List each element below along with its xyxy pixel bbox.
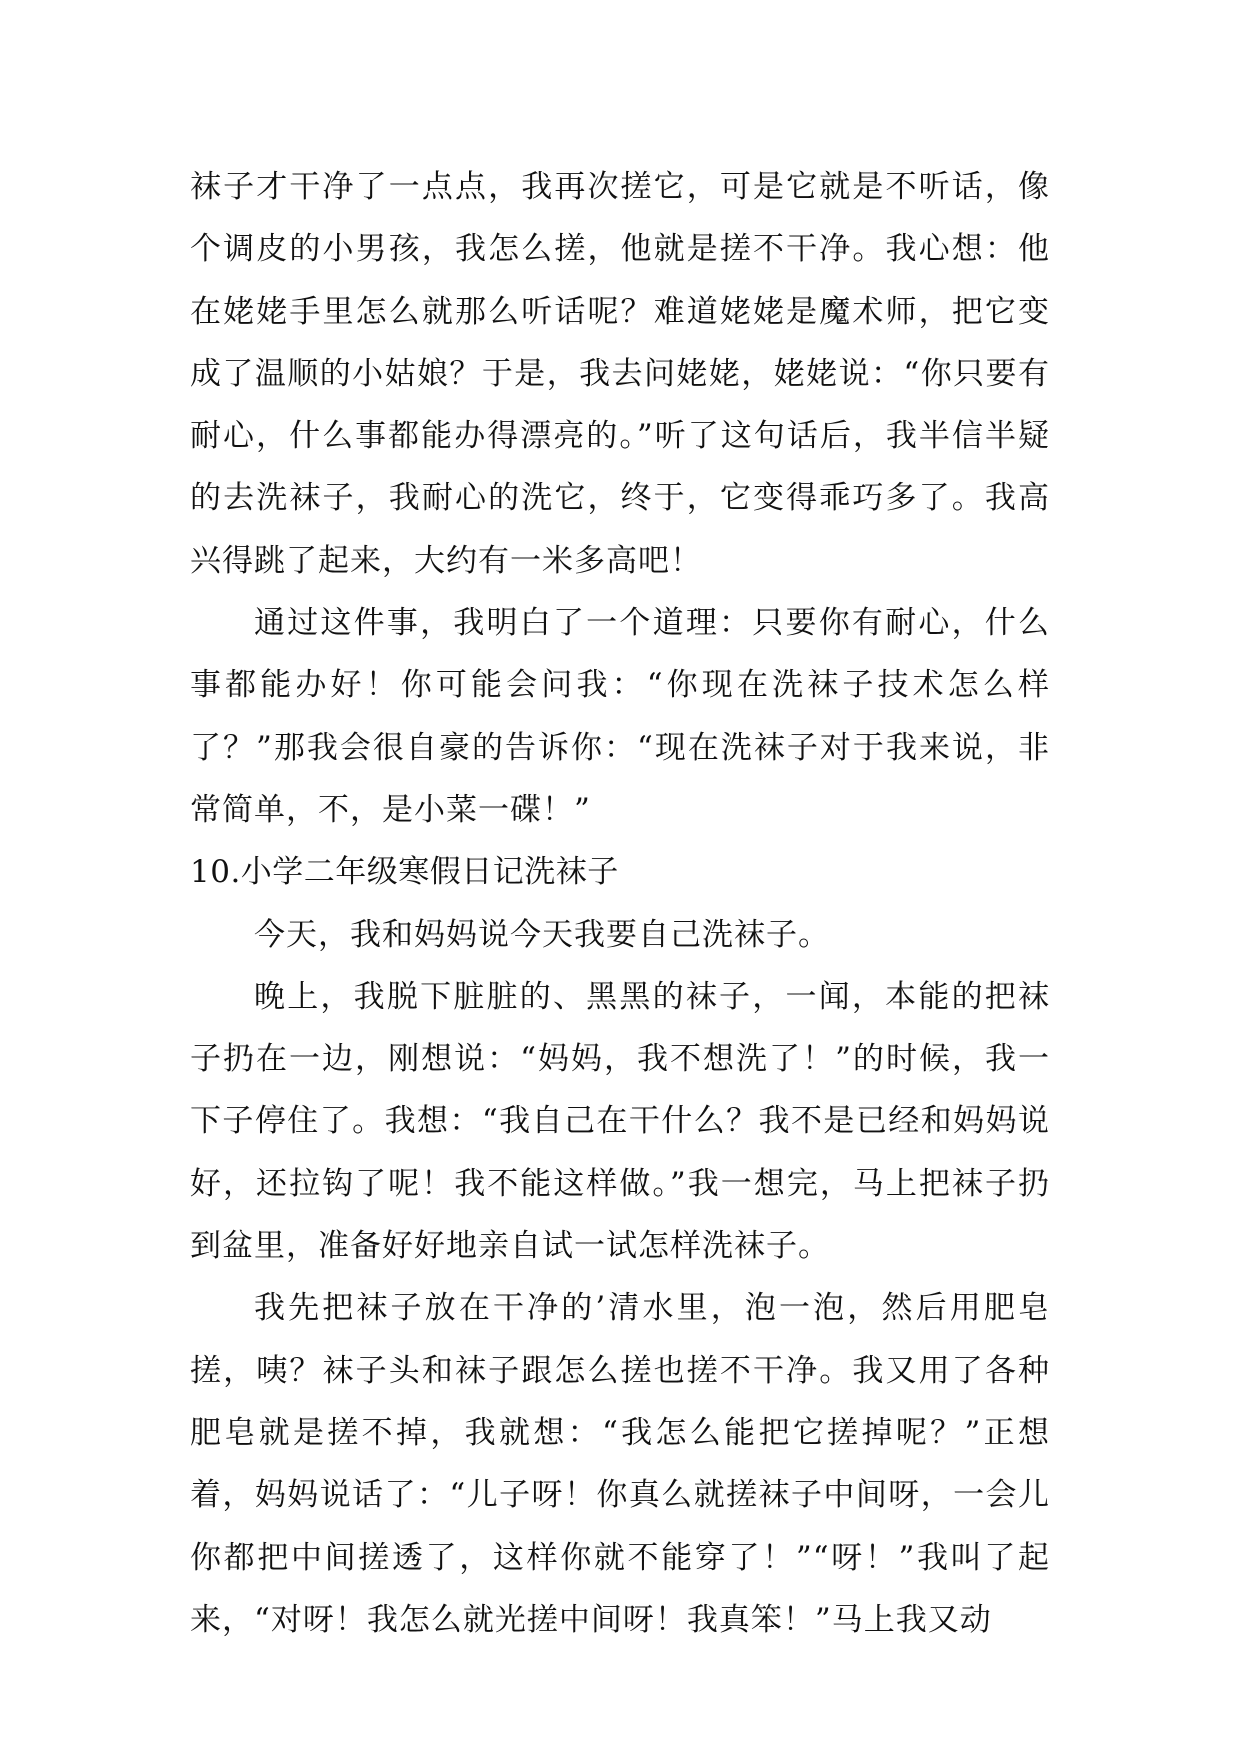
paragraph-washing: 我先把袜子放在干净的’清水里，泡一泡，然后用肥皂搓，咦？袜子头和袜子跟怎么搓也搓不干净。我又用了各种肥皂就是搓不掉，我就想：“我怎么能把它搓掉呢？”正想着，妈妈说话了：“儿子呀！你真么就搓袜子中间呀，一会儿你都把中间搓透了，这样你就不能穿了！”“呀！”我叫了起来，“对呀！我怎么就光搓中间呀！我真笨！”马上我又动	[190, 1290, 1050, 1638]
paragraph-today: 今天，我和妈妈说今天我要自己洗袜子。	[254, 916, 830, 953]
section-heading: 10.小学二年级寒假日记洗袜子	[190, 854, 619, 891]
paragraph-continued: 袜子才干净了一点点，我再次搓它，可是它就是不听话，像个调皮的小男孩，我怎么搓，他就是搓不干净。我心想：他在姥姥手里怎么就那么听话呢？难道姥姥是魔术师，把它变成了温顺的小姑娘？于是，我去问姥姥，姥姥说：“你只要有耐心，什么事都能办得漂亮的。”听了这句话后，我半信半疑的去洗袜子，我耐心的洗它，终于，它变得乖巧多了。我高兴得跳了起来，大约有一米多高吧！	[190, 169, 1050, 579]
paragraph-evening: 晚上，我脱下脏脏的、黑黑的袜子，一闻，本能的把袜子扔在一边，刚想说：“妈妈，我不想洗了！”的时候，我一下子停住了。我想：“我自己在干什么？我不是已经和妈妈说好，还拉钩了呢！我不能这样做。”我一想完，马上把袜子扔到盆里，准备好好地亲自试一试怎样洗袜子。	[190, 978, 1050, 1265]
paragraph-lesson: 通过这件事，我明白了一个道理：只要你有耐心，什么事都能办好！你可能会问我：“你现在洗袜子技术怎么样了？”那我会很自豪的告诉你：“现在洗袜子对于我来说，非常简单，不，是小菜一碟！”	[190, 605, 1050, 828]
document-body	[190, 156, 1050, 1651]
